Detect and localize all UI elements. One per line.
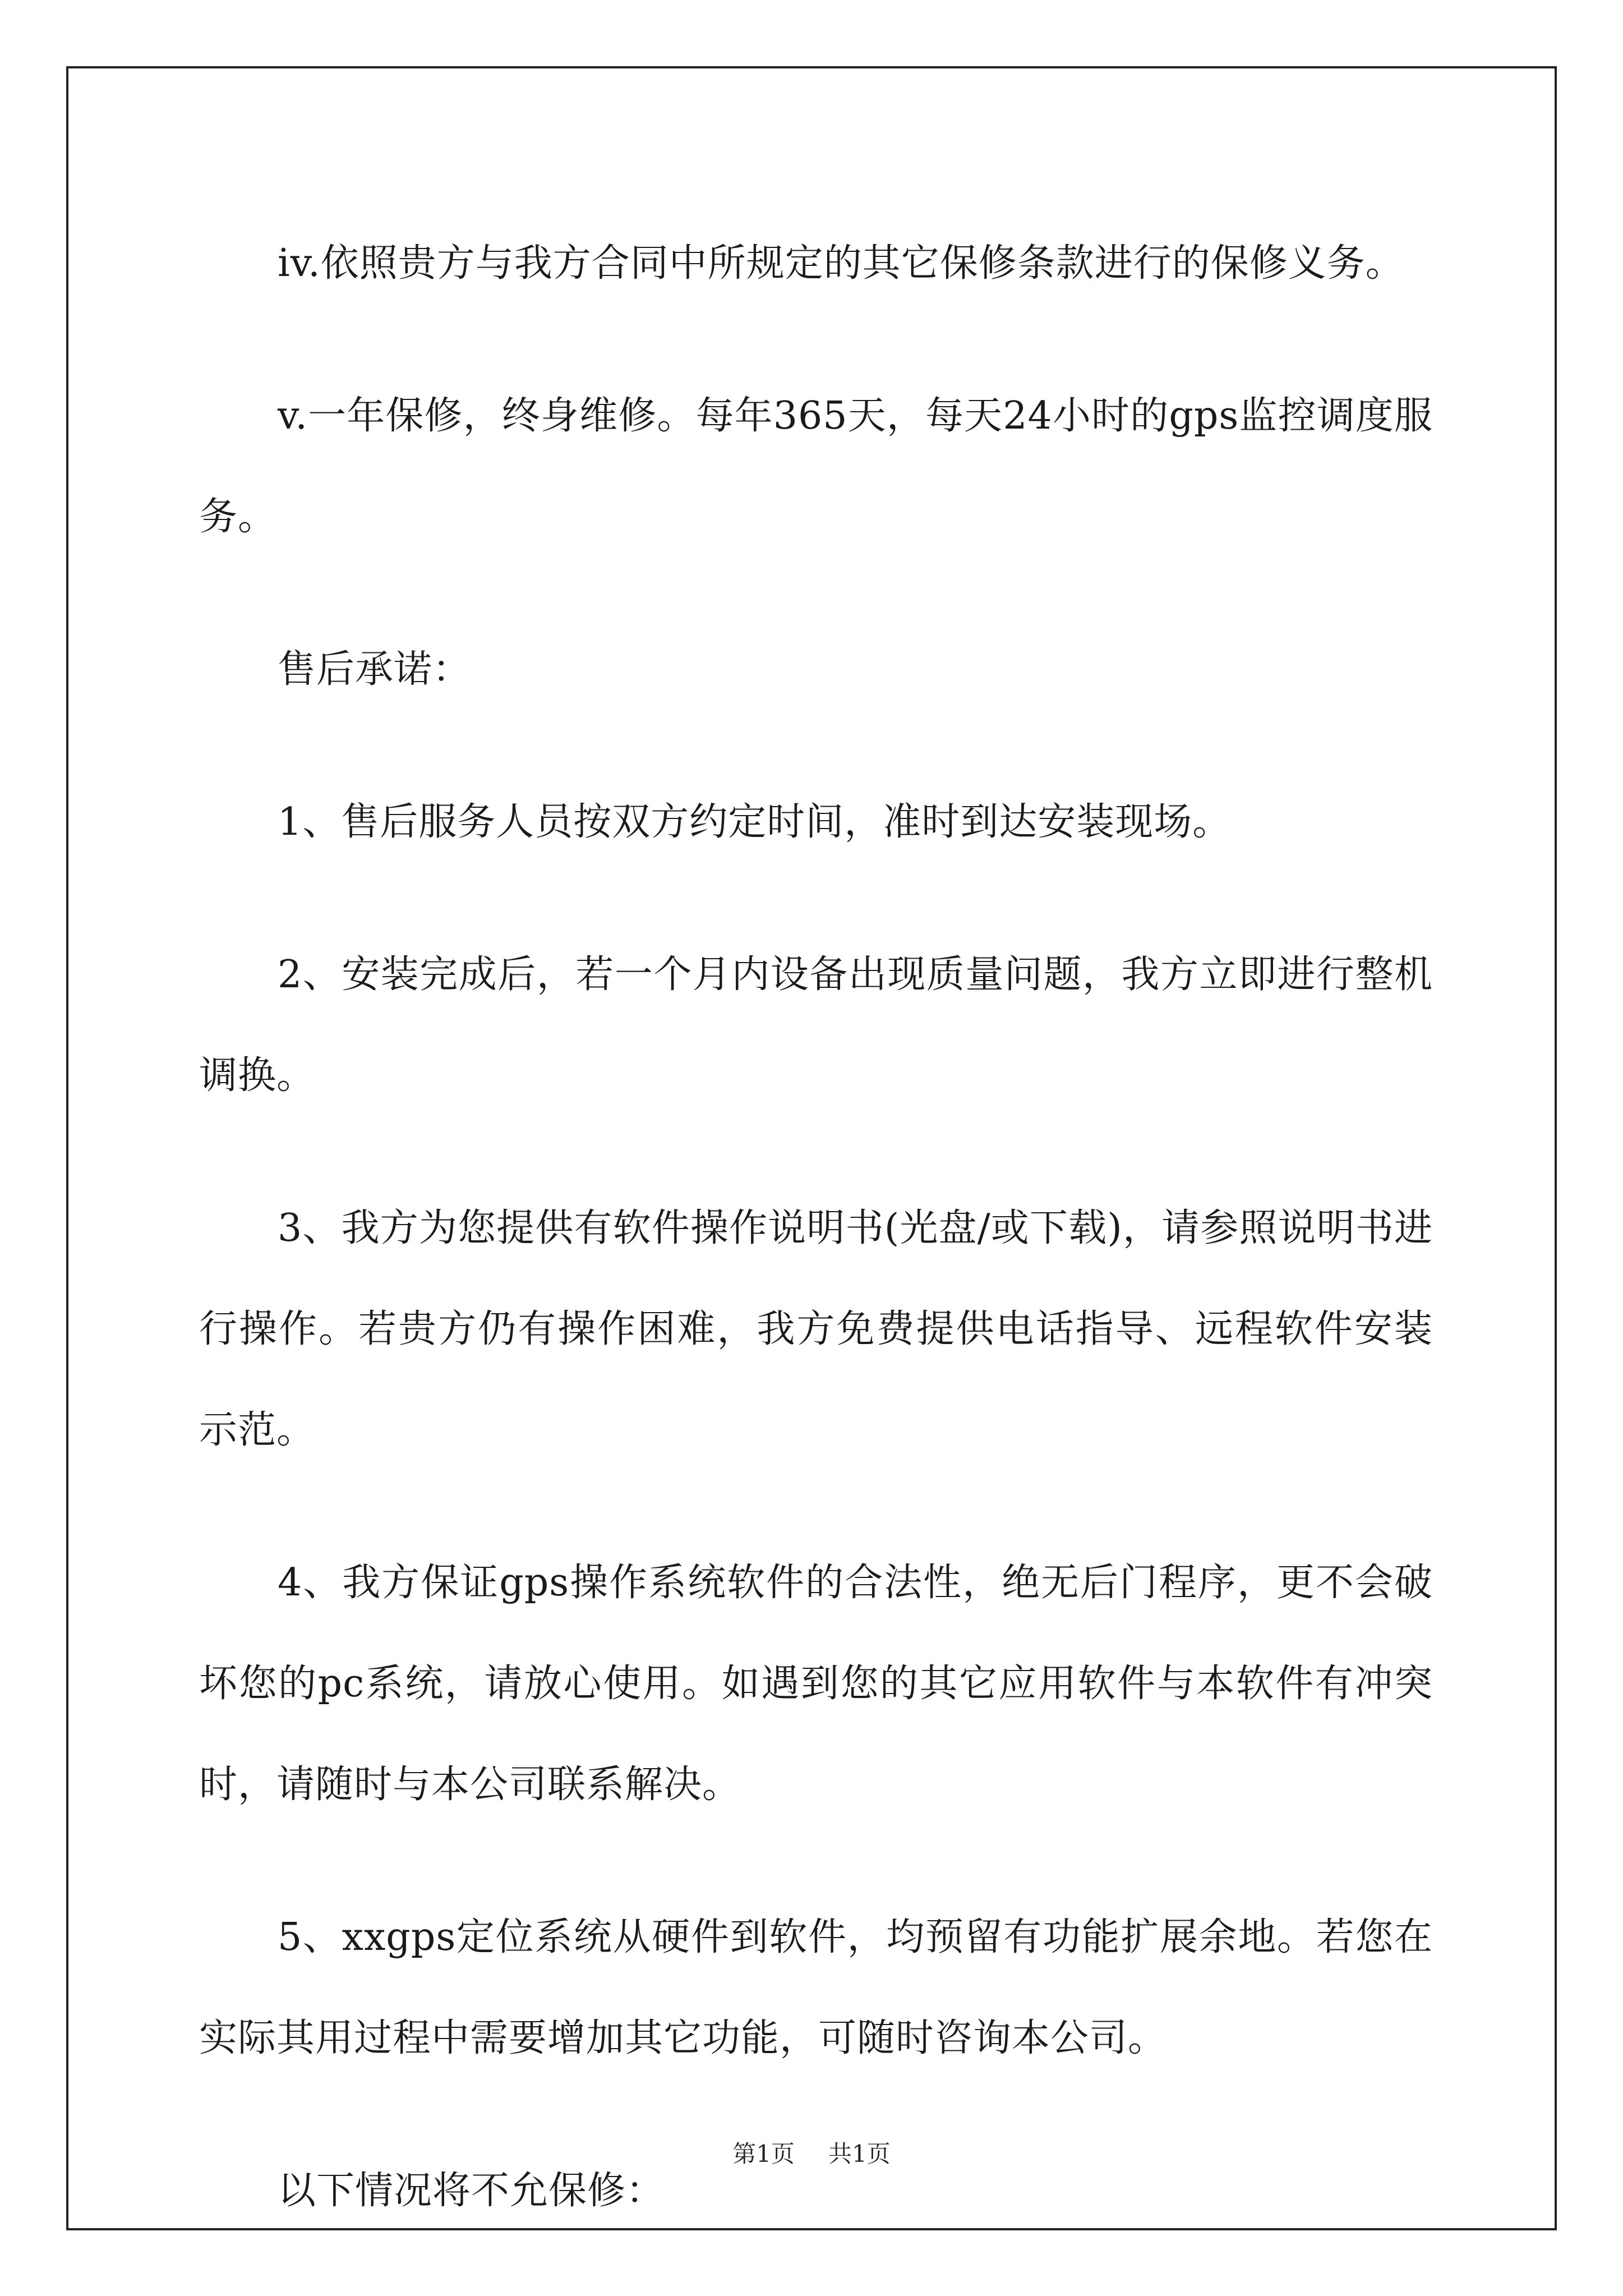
page-number: 第1页: [732, 2140, 795, 2168]
paragraph-warranty-iv: iv.依照贵方与我方合同中所规定的其它保修条款进行的保修义务。: [278, 241, 1404, 286]
heading-no-warranty-cases: 以下情况将不允保修：: [278, 2169, 665, 2213]
document-body: [199, 213, 1433, 2242]
paragraph-promise-1: 1、售后服务人员按双方约定时间，准时到达安装现场。: [278, 800, 1232, 844]
paragraph-promise-4: 4、我方保证gps操作系统软件的合法性，绝无后门程序，更不会破坏您的pc系统，请放心使用。如遇到您的其它应用软件与本软件有冲突时，请随时与本公司联系解决。: [199, 1561, 1433, 1807]
page-total: 共1页: [828, 2140, 891, 2168]
heading-after-sales-promise: 售后承诺：: [278, 647, 472, 692]
page-footer: [0, 2137, 1623, 2171]
paragraph-promise-2: 2、安装完成后，若一个月内设备出现质量问题，我方立即进行整机调换。: [199, 953, 1433, 1098]
paragraph-promise-3: 3、我方为您提供有软件操作说明书(光盘/或下载)，请参照说明书进行操作。若贵方仍有操作困难，我方免费提供电话指导、远程软件安装示范。: [199, 1206, 1433, 1452]
paragraph-promise-5: 5、xxgps定位系统从硬件到软件，均预留有功能扩展余地。若您在实际其用过程中需要增加其它功能，可随时咨询本公司。: [199, 1915, 1433, 2060]
paragraph-warranty-v: v.一年保修，终身维修。每年365天，每天24小时的gps监控调度服务。: [199, 394, 1433, 539]
